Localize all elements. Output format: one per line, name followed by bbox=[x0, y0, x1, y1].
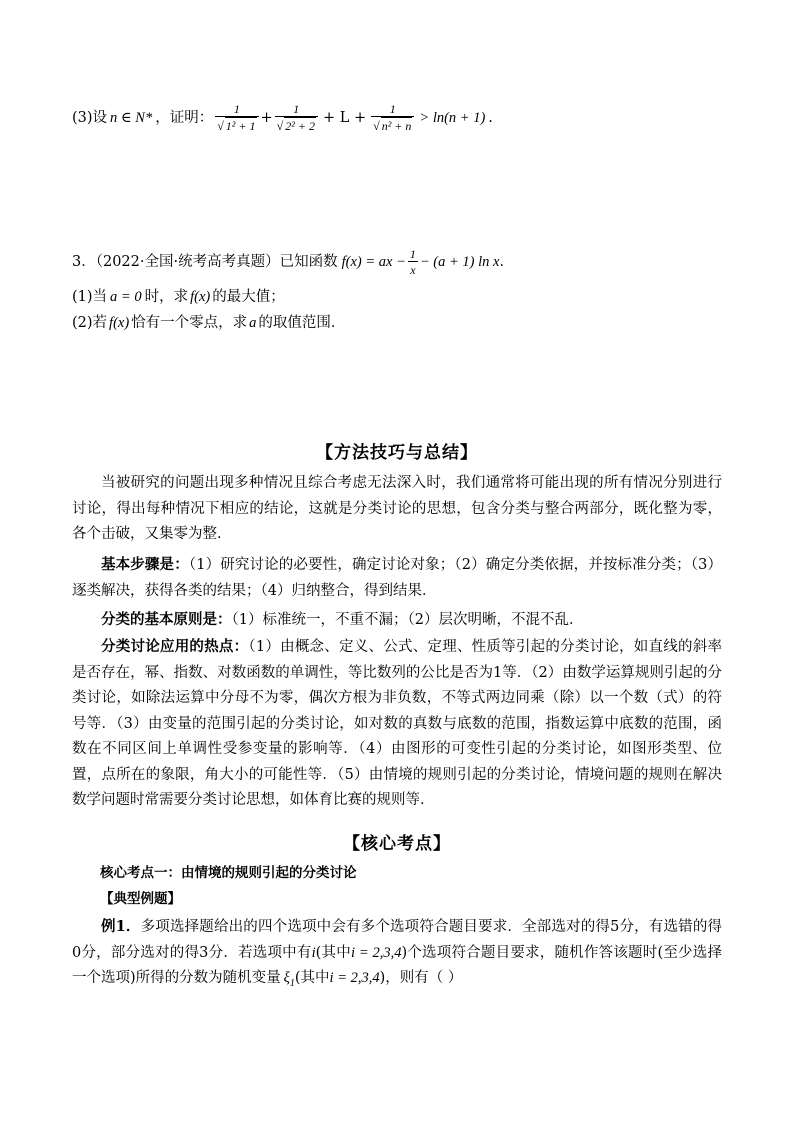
q3-end: . bbox=[488, 110, 493, 126]
example-1-condition-1: i = 2,3,4 bbox=[350, 944, 402, 961]
q3-fraction-2-denominator: 2² + 2 bbox=[285, 119, 315, 133]
problem3-part1 bbox=[72, 287, 285, 307]
problem3-end: ． bbox=[499, 254, 514, 270]
q3-fraction-2: $\frac{1}{\text{√ 2² + 2}}$ bbox=[275, 102, 318, 134]
q3-fraction-2-numerator: 1 bbox=[293, 102, 300, 116]
q3-prefix: (3)设 bbox=[72, 110, 108, 126]
q3-fraction-3-denominator: n² + n bbox=[381, 119, 412, 133]
example-1 bbox=[72, 914, 722, 996]
section-core-title: 【核心考点】 bbox=[343, 834, 451, 854]
example-1-text-3: )个选项符合题目要求，随机作答该题时(至少选择一个选项)所得的分数为随机变量 bbox=[72, 944, 722, 986]
problem3-func-lhs: f(x) = ax − bbox=[341, 254, 406, 270]
problem3-fraction-numerator: 1 bbox=[409, 246, 416, 261]
problem3-fraction-denominator: x bbox=[408, 261, 418, 278]
problem3-part1-a: (1)当 bbox=[72, 289, 108, 305]
problem3-part1-c: 的最大值； bbox=[212, 289, 285, 305]
q3-fraction-3-numerator: 1 bbox=[389, 102, 396, 116]
methods-paragraph-2 bbox=[72, 552, 722, 604]
example-1-label: 例1． bbox=[101, 918, 141, 935]
problem3-part2-var: a bbox=[249, 315, 257, 331]
problem3-part2-b: 恰有一个零点，求 bbox=[131, 315, 248, 331]
section-methods-title: 【方法技巧与总结】 bbox=[316, 443, 478, 463]
problem3-part2 bbox=[72, 313, 345, 333]
q3-fraction-1: $\frac{1}{\text{√ 1² + 1}}$ bbox=[215, 102, 258, 134]
example-1-text-2: (其中 bbox=[315, 944, 351, 961]
methods-paragraph-1: 当被研究的问题出现多种情况且综合考虑无法深入时，我们通常将可能出现的所有情况分别进行讨论，得出每种情况下相应的结论，这就是分类讨论的思想，包含分类与整合两部分，既化整为零，各个击破，又集零为整． bbox=[72, 475, 722, 542]
typical-examples-label: 【典型例题】 bbox=[100, 891, 181, 907]
problem3-part1-condition: a = 0 bbox=[110, 289, 142, 305]
q3-plus-1: + bbox=[260, 110, 273, 126]
problem3-part2-c: 的取值范围． bbox=[258, 315, 346, 331]
example-1-var-i: i bbox=[311, 944, 316, 961]
problem3-statement bbox=[72, 247, 514, 277]
q3-prove-label: ，证明： bbox=[155, 110, 214, 126]
problem3-part1-b: 时，求 bbox=[144, 289, 189, 305]
example-1-text-1: 多项选择题给出的四个选项中会有多个选项符合题目要求．全部选对的得5分，有选错的得0分，部分选对的得3分．若选项中有 bbox=[72, 919, 722, 961]
problem3-part2-a: (2)若 bbox=[72, 315, 108, 331]
example-1-condition-2: i = 2,3,4 bbox=[329, 970, 380, 986]
example-1-xi-subscript: 1 bbox=[289, 977, 295, 989]
problem3-fraction bbox=[408, 247, 418, 278]
q3-condition: n ∈ N* bbox=[110, 110, 153, 126]
methods-p2-text: （1）研究讨论的必要性，确定讨论对象；（2）确定分类依据，并按标准分类；（3）逐类解决，获得各类的结果；（4）归纳整合，得到结果． bbox=[72, 557, 722, 599]
methods-p3-text: （1）标准统一，不重不漏；（2）层次明晰，不混不乱． bbox=[231, 612, 584, 628]
methods-paragraph-4 bbox=[72, 634, 722, 814]
problem3-func-rhs: − (a + 1) ln x bbox=[419, 254, 500, 270]
methods-paragraph-3 bbox=[72, 607, 722, 634]
q3-fraction-1-denominator: 1² + 1 bbox=[225, 119, 256, 133]
example-1-text-4: (其中 bbox=[294, 970, 330, 986]
methods-p4-label: 分类讨论应用的热点： bbox=[101, 638, 249, 655]
core-point-1: 核心考点一：由情境的规则引起的分类讨论 bbox=[100, 865, 357, 881]
q3-statement bbox=[72, 103, 493, 133]
q3-rhs: > ln(n + 1) bbox=[419, 110, 486, 126]
problem3-part1-fx: f(x) bbox=[190, 289, 211, 305]
methods-p3-label: 分类的基本原则是： bbox=[101, 611, 232, 628]
problem3-intro: 3．（2022·全国·统考高考真题）已知函数 bbox=[72, 254, 338, 270]
methods-p4-text: （1）由概念、定义、公式、定理、性质等引起的分类讨论，如直线的斜率是否存在，幂、指数、对数函数的单调性，等比数列的公比是否为1等．（2）由数学运算规则引起的分类讨论，如除法运算中分母不为零，偶次方根为非负数，不等式两边同乘（除）以一个数（式）的符号等．（3）由变量的范围引起的分类讨论，如对数的真数与底数的范围，指数运算中底数的范围，函数在不同区间上单调性受参变量的影响等．（4）由图形的可变性引起的分类讨论，如图形类型、位置，点所在的象限，角大小的可能性等．（5）由情境的规则引起的分类讨论，情境问题的规则在解决数学问题时常需要分类讨论思想，如体育比赛的规则等． bbox=[72, 639, 722, 808]
q3-fraction-3: $\frac{1}{\text{√ n² + n}}$ bbox=[371, 102, 414, 134]
q3-plus-dots: + L + bbox=[322, 110, 367, 126]
example-1-text-5: )，则有（ ） bbox=[379, 970, 463, 986]
example-1-xi: ξ bbox=[283, 970, 290, 986]
problem3-part2-fx: f(x) bbox=[109, 315, 130, 331]
methods-p2-label: 基本步骤是： bbox=[101, 556, 189, 573]
q3-fraction-1-numerator: 1 bbox=[233, 102, 240, 116]
